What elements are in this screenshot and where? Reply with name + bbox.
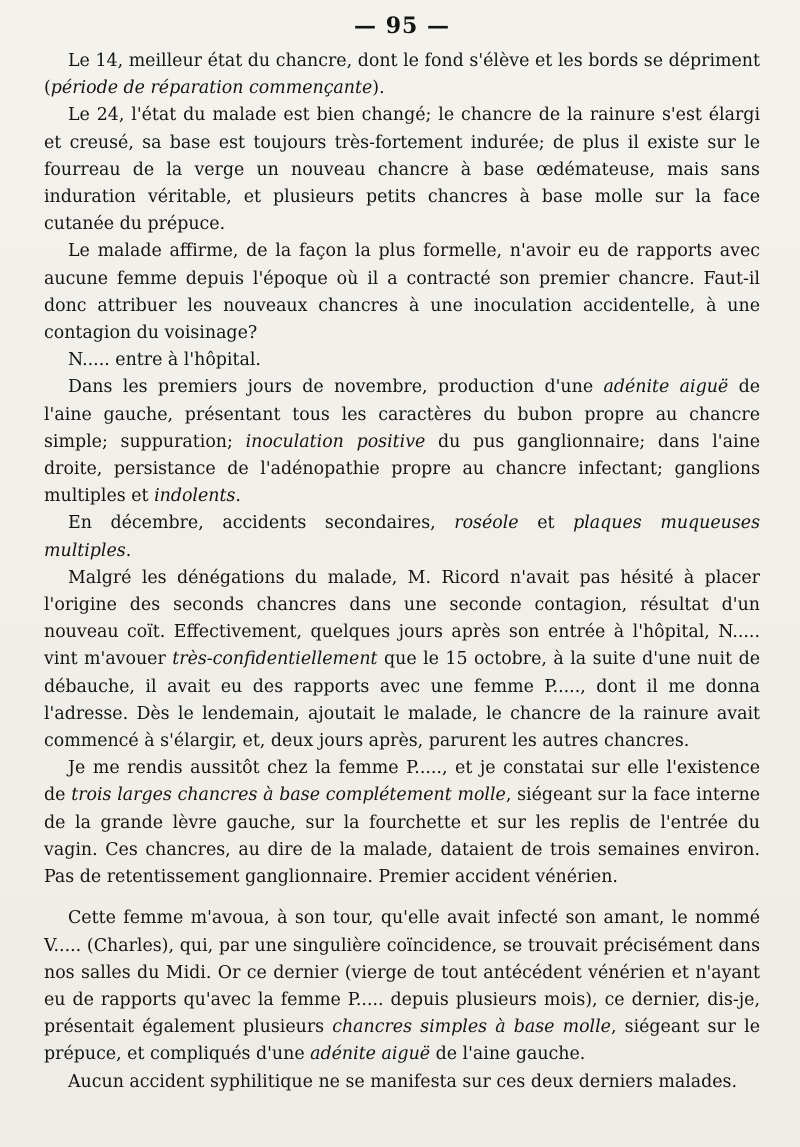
text-run: Je me rendis aussitôt chez la femme P....., et je constatai sur elle l'existence de	[44, 758, 760, 806]
text-run: N..... entre à l'hôpital.	[68, 350, 261, 371]
text-run: de l'aine gauche.	[430, 1044, 586, 1065]
text-run: Dans les premiers jours de novembre, production d'une	[68, 377, 604, 398]
paragraph	[44, 565, 760, 755]
text-run: du pus ganglionnaire; dans l'aine droite, persistance de l'adénopathie propre au chancre infectant; ganglions multiples et	[44, 431, 761, 507]
italic-text: trois larges chancres à base complétement molle	[71, 785, 506, 806]
page-number: — 95 —	[354, 13, 450, 39]
italic-text: adénite aiguë	[603, 377, 729, 398]
paragraph	[44, 510, 760, 564]
paragraph	[44, 755, 760, 891]
paragraph	[44, 1069, 760, 1096]
italic-text: très-confidentiellement	[172, 649, 378, 670]
italic-text: adénite aiguë	[310, 1044, 431, 1065]
paragraph	[44, 374, 760, 510]
paragraph	[44, 238, 760, 347]
text-run: Le 14, meilleur état du chancre, dont le fond s'élève et les bords se dépriment (	[44, 51, 760, 99]
text-run: Aucun accident syphilitique ne se manifesta sur ces deux derniers malades.	[68, 1071, 738, 1092]
text-run: de l'aine gauche, présentant tous les caractères du bubon propre au chancre simple; suppuration;	[44, 377, 760, 452]
italic-text: roséole	[454, 513, 519, 534]
paragraph	[44, 905, 760, 1068]
text-run: .	[125, 540, 132, 561]
paragraph	[44, 102, 760, 238]
text-run: Cette femme m'avoua, à son tour, qu'elle avait infecté son amant, le nommé V..... (Charles), qui, par une singulière coïncidence, se trouvait précisément dans nos salles du Midi. Or ce dernier (vierge de tout antécédent vénérien et n'ayant eu de rapports qu'avec la femme P..... depuis plusieurs mois), ce dernier, dis-je, présentait également plusieurs	[44, 908, 760, 1038]
text-run: ).	[372, 78, 385, 99]
text-run: Le 24, l'état du malade est bien changé; le chancre de la rainure s'est élargi et creusé, sa base est toujours très-fortement indurée; de plus il existe sur le fourreau de la verge un nouveau chancre à base œdémateuse, mais sans induration véritable, et plusieurs petits chancres à base molle sur la face cutanée du prépuce.	[44, 105, 760, 235]
italic-text: chancres simples à base molle	[332, 1017, 611, 1038]
text-run: En décembre, accidents secondaires,	[68, 513, 455, 534]
italic-text: plaques muqueuses multiples	[44, 513, 760, 561]
italic-text: indolents	[154, 486, 236, 507]
italic-text: inoculation positive	[245, 431, 426, 452]
text-run: Le malade affirme, de la façon la plus formelle, n'avoir eu de rapports avec aucune femme depuis l'époque où il a contracté son premier chancre. Faut-il donc attribuer les nouveaux chancres à une inoculation accidentelle, à une contagion du voisinage?	[44, 241, 760, 344]
body-text	[44, 48, 760, 1096]
text-run: et	[518, 513, 574, 534]
text-run: , siégeant sur le prépuce, et compliqués d'une	[44, 1017, 760, 1065]
text-run: Malgré les dénégations du malade, M. Ricord n'avait pas hésité à placer l'origine des seconds chancres dans une seconde contagion, résultat d'un nouveau coït. Effectivement, quelques jours après son entrée à l'hôpital, N..... vint m'avouer	[44, 567, 760, 670]
paragraph	[44, 347, 760, 374]
text-run: que le 15 octobre, à la suite d'une nuit de débauche, il avait eu des rapports avec une femme P....., dont il me donna l'adresse. Dès le lendemain, ajoutait le malade, le chancre de la rainure avait commencé à s'élargir, et, deux jours après, parurent les autres chancres.	[44, 649, 760, 752]
text-run: , siégeant sur la face interne de la grande lèvre gauche, sur la fourchette et sur les replis de l'entrée du vagin. Ces chancres, au dire de la malade, dataient de trois semaines environ. Pas de retentissement ganglionnaire. Premier accident vénérien.	[44, 785, 760, 888]
text-run: .	[235, 486, 241, 507]
italic-text: période de réparation commençante	[50, 78, 373, 99]
paragraph	[44, 48, 760, 102]
